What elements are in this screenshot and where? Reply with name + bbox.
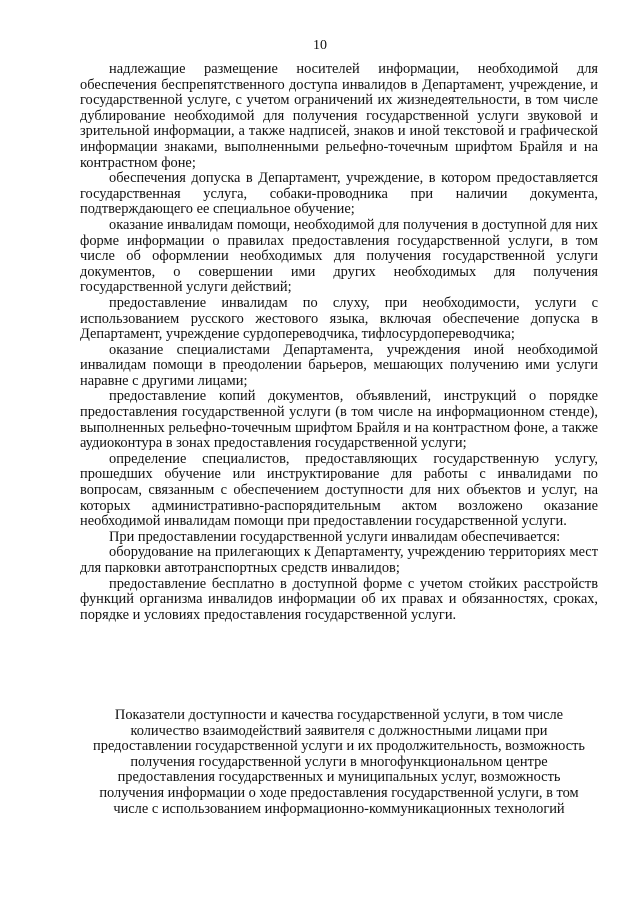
heading-line: получения государственной услуги в многофункциональном центре: [130, 753, 548, 770]
body-text: [80, 62, 598, 623]
paragraph: надлежащие размещение носителей информации, необходимой для обеспечения беспрепятственного доступа инвалидов в Департамент, учреждение, и государственной услуге, с учетом ограничений их жизнедеятельности, в том числе дублирование необходимой для получения государственной услуги звуковой и зрительной информации, а также надписей, знаков и иной текстовой и графической информации знаками, выполненными рельефно-точечным шрифтом Брайля и на контрастном фоне;: [80, 61, 598, 171]
paragraph: При предоставлении государственной услуги инвалидам обеспечивается:: [109, 528, 561, 545]
paragraph: оказание инвалидам помощи, необходимой для получения в доступной для них форме информации о правилах предоставления государственной услуги, в том числе об оформлении необходимых для получения государственной услуги документов, о совершении ими других необходимых для получения государственной услуги действий;: [80, 216, 598, 296]
paragraph: определение специалистов, предоставляющих государственную услугу, прошедших обучение или инструктирование для работы с инвалидами по вопросам, связанным с обеспечением доступности для них объектов и услуг, на которых административно-распорядительным актом возложено оказание необходимой инвалидам помощи при предоставлении государственной услуги.: [80, 450, 598, 530]
heading-line: Показатели доступности и качества государственной услуги, в том числе: [114, 707, 564, 723]
heading-line: количество взаимодействий заявителя с должностными лицами при: [130, 722, 548, 739]
heading-line: предоставления государственных и муниципальных услуг, возможность: [117, 769, 561, 786]
heading-line: предоставлении государственной услуги и их продолжительность, возможность: [93, 738, 585, 755]
section-heading: [80, 708, 598, 817]
heading-line: числе с использованием информационно-коммуникационных технологий: [113, 800, 565, 817]
paragraph: оборудование на прилегающих к Департаменту, учреждению территориях мест для парковки автотранспортных средств инвалидов;: [80, 544, 598, 576]
paragraph: оказание специалистами Департамента, учреждения иной необходимой инвалидам помощи в преодолении барьеров, мешающих получению ими услуги наравне с другими лицами;: [80, 341, 598, 389]
paragraph: предоставление инвалидам по слуху, при необходимости, услуги с использованием русского жестового языка, включая обеспечение допуска в Департамент, учреждение сурдопереводчика, тифлосурдопереводчика;: [80, 294, 598, 343]
paragraph: обеспечения допуска в Департамент, учреждение, в котором предоставляется государственная услуга, собаки-проводника при наличии документа, подтверждающего ее специальное обучение;: [80, 170, 598, 218]
heading-line: получения информации о ходе предоставления государственной услуги, в том: [99, 784, 579, 801]
page-number: 10: [313, 38, 327, 53]
paragraph: предоставление бесплатно в доступной форме с учетом стойких расстройств функций организма инвалидов информации об их правах и обязанностях, сроках, порядке и условиях предоставления государственной услуги.: [80, 575, 598, 623]
paragraph: предоставление копий документов, объявлений, инструкций о порядке предоставления государственной услуги (в том числе на информационном стенде), выполненных рельефно-точечным шрифтом Брайля и на контрастном фоне, а также аудиоконтура в зонах предоставления государственной услуги;: [80, 388, 598, 452]
